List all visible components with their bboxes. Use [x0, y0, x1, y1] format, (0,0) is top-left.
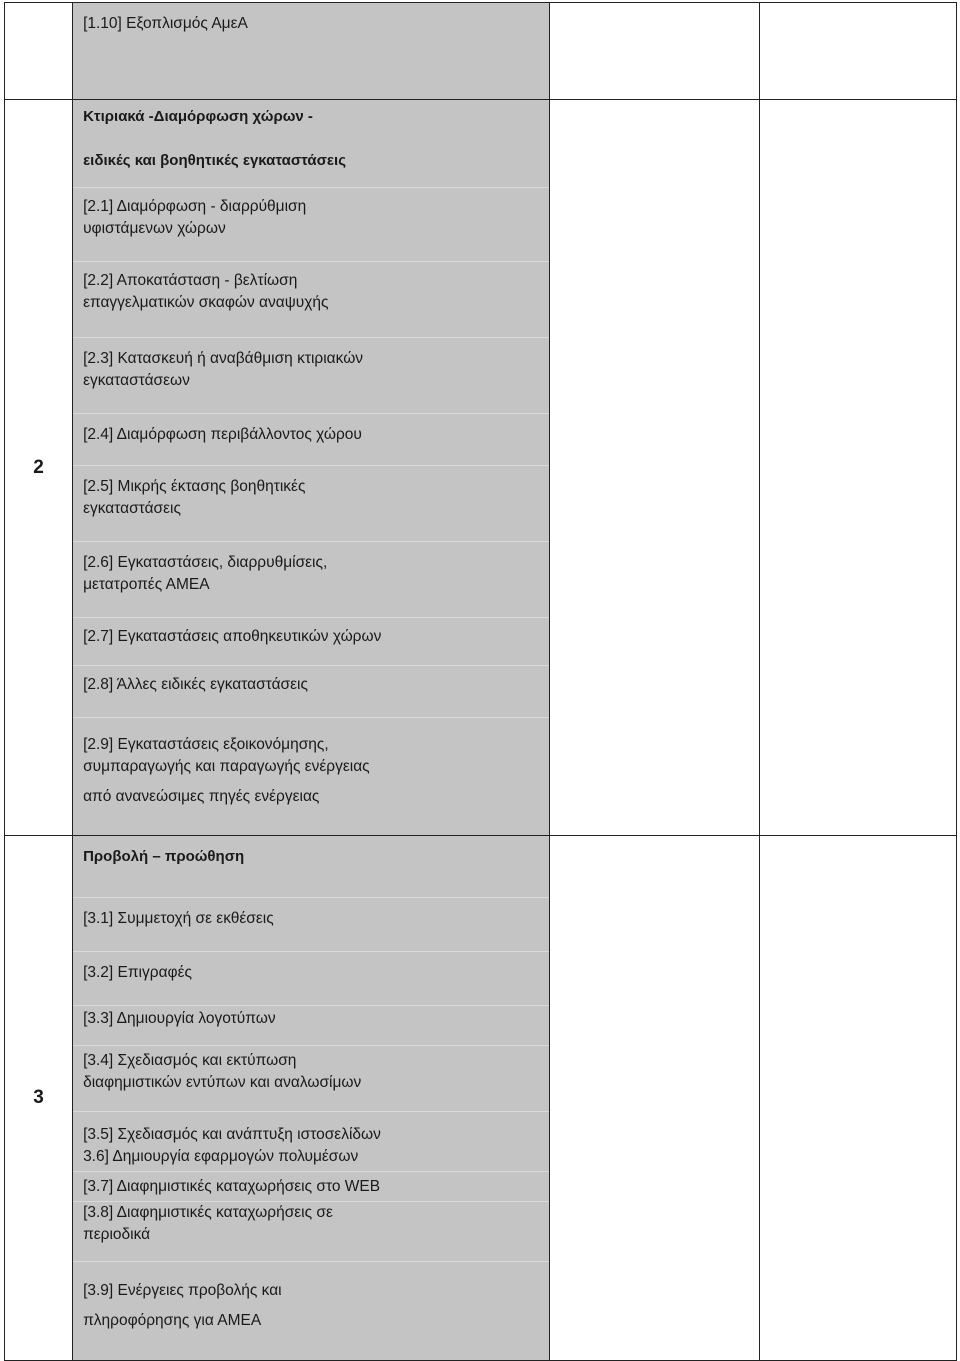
item-text-line: Κτιριακά -Διαμόρφωση χώρων -: [83, 108, 313, 125]
table-row: [5, 3, 957, 100]
item-text-line: εγκαταστάσεις: [83, 500, 181, 517]
item-text-line: [3.4] Σχεδιασμός και εκτύπωση: [83, 1052, 297, 1069]
category-item: [73, 1262, 549, 1360]
item-text-line: [3.2] Επιγραφές: [83, 964, 192, 981]
empty-cell: [759, 3, 956, 100]
item-text-line: [2.5] Μικρής έκτασης βοηθητικές: [83, 478, 306, 495]
category-items-cell: [73, 100, 550, 836]
category-item: [73, 3, 549, 99]
item-text-line: πληροφόρησης για ΑΜΕΑ: [83, 1312, 262, 1329]
item-text-line: ειδικές και βοηθητικές εγκαταστάσεις: [83, 152, 347, 169]
category-item: [73, 1046, 549, 1112]
category-item: [73, 262, 549, 338]
table-row: [5, 836, 957, 1361]
item-text-line: [2.3] Κατασκευή ή αναβάθμιση κτιριακών: [83, 350, 364, 367]
empty-cell: [549, 836, 759, 1361]
category-heading: [73, 836, 549, 898]
category-items-cell: [73, 3, 550, 100]
category-item: [73, 414, 549, 466]
category-item: [73, 188, 549, 262]
item-text-line: [2.7] Εγκαταστάσεις αποθηκευτικών χώρων: [83, 628, 382, 645]
item-text-line: εγκαταστάσεων: [83, 372, 190, 389]
item-text-line: επαγγελματικών σκαφών αναψυχής: [83, 294, 329, 311]
category-item: [73, 666, 549, 718]
item-text-line: 3.6] Δημιουργία εφαρμογών πολυμέσων: [83, 1148, 359, 1165]
item-text-line: [2.9] Εγκαταστάσεις εξοικονόμησης,: [83, 736, 329, 753]
category-item: [73, 1202, 549, 1262]
item-text-line: μετατροπές ΑΜΕΑ: [83, 576, 210, 593]
item-text-line: διαφημιστικών εντύπων και αναλωσίμων: [83, 1074, 362, 1091]
row-number: 3: [5, 836, 73, 1361]
budget-categories-table: [4, 2, 957, 1361]
item-text-line: [1.10] Εξοπλισμός ΑμεΑ: [83, 15, 248, 32]
category-item: [73, 618, 549, 666]
item-text-line: περιοδικά: [83, 1226, 151, 1243]
item-text-line: [3.9] Ενέργειες προβολής και: [83, 1282, 282, 1299]
item-text-line: συμπαραγωγής και παραγωγής ενέργειας: [83, 758, 370, 775]
empty-cell: [549, 3, 759, 100]
category-item: [73, 338, 549, 414]
item-text-line: Προβολή – προώθηση: [83, 848, 245, 865]
category-item: [73, 952, 549, 1006]
item-text-line: [2.6] Εγκαταστάσεις, διαρρυθμίσεις,: [83, 554, 328, 571]
category-item: [73, 1006, 549, 1046]
item-text-line: [3.3] Δημιουργία λογοτύπων: [83, 1010, 276, 1027]
item-text-line: [3.8] Διαφημιστικές καταχωρήσεις σε: [83, 1204, 333, 1221]
item-text-line: [3.1] Συμμετοχή σε εκθέσεις: [83, 910, 274, 927]
row-number: [5, 3, 73, 100]
empty-cell: [549, 100, 759, 836]
empty-cell: [759, 100, 956, 836]
category-heading: [73, 100, 549, 188]
item-text-line: [3.5] Σχεδιασμός και ανάπτυξη ιστοσελίδων: [83, 1126, 381, 1143]
category-item: [73, 1112, 549, 1172]
item-text-line: [3.7] Διαφημιστικές καταχωρήσεις στο WEB: [83, 1178, 381, 1195]
category-item: [73, 1172, 549, 1202]
empty-cell: [759, 836, 956, 1361]
item-text-line: [2.8] Άλλες ειδικές εγκαταστάσεις: [83, 676, 308, 693]
category-items-cell: [73, 836, 550, 1361]
category-item: [73, 466, 549, 542]
row-number: 2: [5, 100, 73, 836]
item-text-line: υφιστάμενων χώρων: [83, 220, 226, 237]
category-item: [73, 542, 549, 618]
category-item: [73, 718, 549, 835]
item-text-line: [2.2] Αποκατάσταση - βελτίωση: [83, 272, 298, 289]
item-text-line: [2.1] Διαμόρφωση - διαρρύθμιση: [83, 198, 307, 215]
category-item: [73, 898, 549, 952]
table-row: [5, 100, 957, 836]
item-text-line: από ανανεώσιμες πηγές ενέργειας: [83, 788, 320, 805]
item-text-line: [2.4] Διαμόρφωση περιβάλλοντος χώρου: [83, 426, 362, 443]
